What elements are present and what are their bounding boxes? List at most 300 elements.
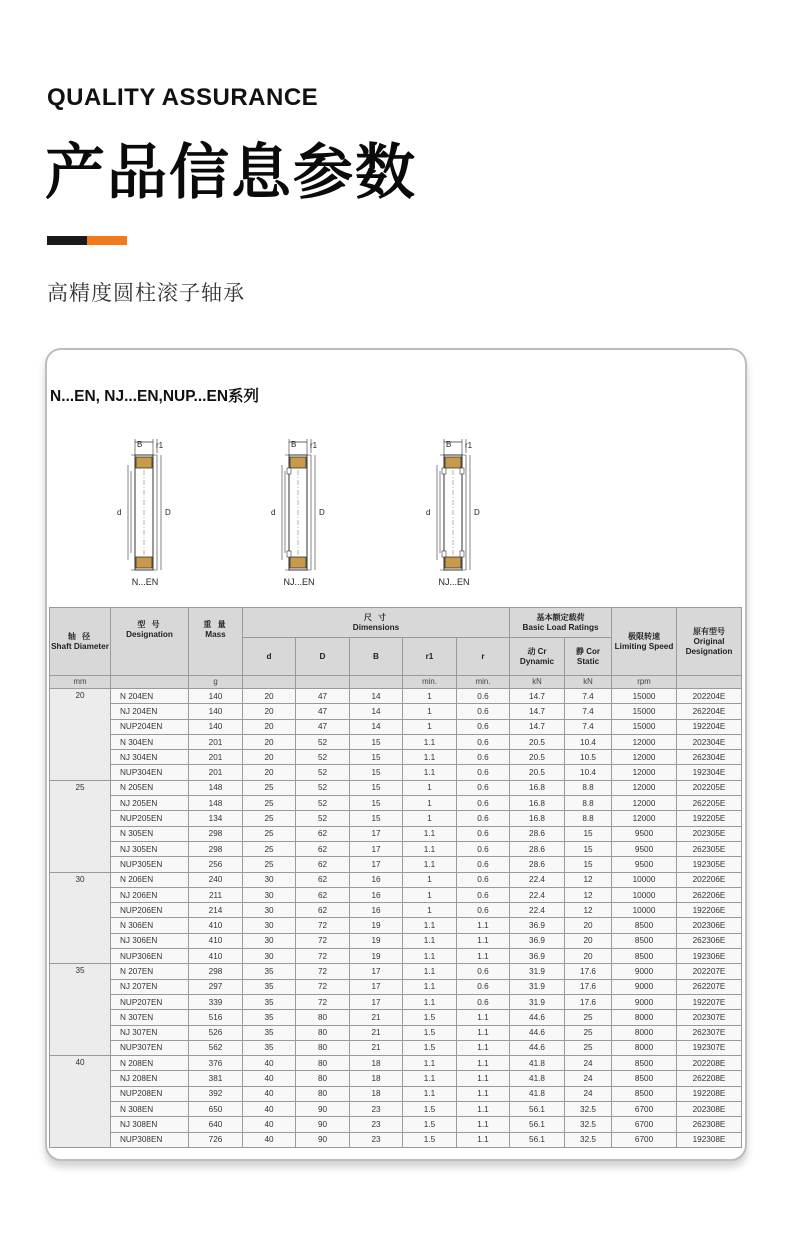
cell-r1: 1.1 [403, 857, 457, 872]
cell-mass: 376 [189, 1056, 243, 1071]
cell-mass: 410 [189, 918, 243, 933]
cell-r1: 1.5 [403, 1102, 457, 1117]
cell-cr: 36.9 [510, 933, 565, 948]
cell-r: 0.6 [457, 765, 510, 780]
diagram-label-r1: r1 [156, 441, 164, 450]
cell-D: 62 [296, 903, 350, 918]
cell-cor: 15 [565, 857, 612, 872]
unit-B [350, 676, 403, 689]
cell-cr: 31.9 [510, 994, 565, 1009]
cell-designation: NJ 306EN [111, 933, 189, 948]
cell-cr: 41.8 [510, 1086, 565, 1101]
cell-cr: 44.6 [510, 1010, 565, 1025]
cell-B: 16 [350, 872, 403, 887]
table-row [50, 964, 742, 979]
cell-r: 1.1 [457, 933, 510, 948]
unit-d [243, 676, 296, 689]
cell-speed: 9500 [612, 857, 677, 872]
cell-cr: 22.4 [510, 872, 565, 887]
cell-mass: 148 [189, 780, 243, 795]
cell-mass: 201 [189, 734, 243, 749]
cell-cor: 20 [565, 933, 612, 948]
diagram-caption: N...EN [131, 577, 159, 587]
cell-r: 0.6 [457, 903, 510, 918]
cell-mass: 214 [189, 903, 243, 918]
cell-B: 19 [350, 949, 403, 964]
cell-designation: NJ 305EN [111, 841, 189, 856]
cell-cor: 15 [565, 841, 612, 856]
header-mass: 重 量 Mass [189, 608, 243, 676]
cell-r1: 1.1 [403, 1056, 457, 1071]
cell-mass: 240 [189, 872, 243, 887]
cell-cor: 15 [565, 826, 612, 841]
cell-mass: 726 [189, 1132, 243, 1147]
cell-original: 262305E [677, 841, 742, 856]
cell-r: 0.6 [457, 979, 510, 994]
cell-original: 192204E [677, 719, 742, 734]
spec-card [45, 348, 747, 1161]
cell-B: 15 [350, 796, 403, 811]
cell-original: 202208E [677, 1056, 742, 1071]
cell-shaft-diameter: 25 [50, 780, 111, 872]
cell-designation: NJ 304EN [111, 750, 189, 765]
cell-d: 40 [243, 1086, 296, 1101]
cell-d: 35 [243, 1010, 296, 1025]
cell-r: 0.6 [457, 811, 510, 826]
cell-d: 25 [243, 841, 296, 856]
cell-cr: 22.4 [510, 887, 565, 902]
header-designation: 型 号 Designation [111, 608, 189, 676]
cell-speed: 8500 [612, 1086, 677, 1101]
cell-designation: NJ 204EN [111, 704, 189, 719]
cell-B: 16 [350, 903, 403, 918]
cell-speed: 9000 [612, 979, 677, 994]
cell-cor: 32.5 [565, 1132, 612, 1147]
cell-designation: N 308EN [111, 1102, 189, 1117]
cell-original: 202207E [677, 964, 742, 979]
cell-cor: 12 [565, 872, 612, 887]
cell-designation: NUP208EN [111, 1086, 189, 1101]
cell-mass: 201 [189, 765, 243, 780]
unit-cor: kN [565, 676, 612, 689]
cell-D: 90 [296, 1132, 350, 1147]
cell-designation: NJ 307EN [111, 1025, 189, 1040]
table-row [50, 796, 742, 811]
table-row [50, 765, 742, 780]
cell-r: 0.6 [457, 796, 510, 811]
cell-B: 21 [350, 1010, 403, 1025]
cell-d: 20 [243, 765, 296, 780]
cell-r: 0.6 [457, 719, 510, 734]
table-row [50, 1086, 742, 1101]
cell-mass: 148 [189, 796, 243, 811]
cell-mass: 298 [189, 826, 243, 841]
cell-cor: 17.6 [565, 979, 612, 994]
cell-mass: 410 [189, 949, 243, 964]
diagram-label-D: D [319, 508, 325, 517]
cell-designation: N 206EN [111, 872, 189, 887]
accent-bar-orange [87, 236, 127, 245]
bearing-diagram-nup [418, 435, 498, 590]
series-title: N...EN, NJ...EN,NUP...EN系列 [50, 388, 260, 405]
cell-D: 52 [296, 796, 350, 811]
cell-cor: 20 [565, 918, 612, 933]
cell-cor: 12 [565, 887, 612, 902]
cell-D: 52 [296, 750, 350, 765]
cell-r: 0.6 [457, 872, 510, 887]
header-limiting-speed: 极限转速 Limiting Speed [612, 608, 677, 676]
header-r: r [457, 638, 510, 676]
cell-speed: 12000 [612, 780, 677, 795]
cell-r: 1.1 [457, 1086, 510, 1101]
spec-table [49, 607, 742, 1148]
cell-original: 262208E [677, 1071, 742, 1086]
cell-speed: 12000 [612, 734, 677, 749]
cell-D: 47 [296, 689, 350, 704]
cell-designation: NJ 205EN [111, 796, 189, 811]
unit-designation [111, 676, 189, 689]
cell-D: 80 [296, 1071, 350, 1086]
cell-r1: 1.1 [403, 994, 457, 1009]
cell-cor: 32.5 [565, 1117, 612, 1132]
cell-cr: 20.5 [510, 750, 565, 765]
cell-designation: NUP205EN [111, 811, 189, 826]
cell-cr: 41.8 [510, 1071, 565, 1086]
diagram-label-D: D [165, 508, 171, 517]
cell-cr: 16.8 [510, 811, 565, 826]
cell-d: 20 [243, 734, 296, 749]
eyebrow-label: QUALITY ASSURANCE [47, 84, 319, 111]
cell-mass: 134 [189, 811, 243, 826]
diagram-label-b: B [446, 440, 452, 449]
cell-D: 80 [296, 1086, 350, 1101]
diagram-label-b: B [291, 440, 297, 449]
cell-designation: NUP206EN [111, 903, 189, 918]
cell-B: 15 [350, 765, 403, 780]
cell-B: 18 [350, 1086, 403, 1101]
unit-mass: g [189, 676, 243, 689]
cell-r: 0.6 [457, 887, 510, 902]
header-shaft-diameter: 轴 径 Shaft Diameter [50, 608, 111, 676]
cell-designation: N 208EN [111, 1056, 189, 1071]
cell-cor: 24 [565, 1071, 612, 1086]
cell-r: 0.6 [457, 704, 510, 719]
cell-mass: 297 [189, 979, 243, 994]
cell-r1: 1.1 [403, 826, 457, 841]
cell-cor: 10.4 [565, 765, 612, 780]
cell-r: 1.1 [457, 949, 510, 964]
cell-designation: N 204EN [111, 689, 189, 704]
cell-cor: 32.5 [565, 1102, 612, 1117]
cell-B: 14 [350, 689, 403, 704]
cell-B: 19 [350, 933, 403, 948]
cell-cor: 10.4 [565, 734, 612, 749]
cell-r1: 1 [403, 780, 457, 795]
cell-r1: 1.1 [403, 933, 457, 948]
cell-d: 20 [243, 704, 296, 719]
cell-r1: 1 [403, 719, 457, 734]
cell-r1: 1.1 [403, 1071, 457, 1086]
cell-speed: 12000 [612, 765, 677, 780]
cell-mass: 298 [189, 841, 243, 856]
header-dynamic-cr: 动 Cr Dynamic [510, 638, 565, 676]
cell-original: 202306E [677, 918, 742, 933]
cell-designation: NJ 207EN [111, 979, 189, 994]
cell-cor: 8.8 [565, 796, 612, 811]
diagram-label-r1: r1 [310, 441, 318, 450]
table-row [50, 918, 742, 933]
unit-shaft: mm [50, 676, 111, 689]
cell-speed: 8500 [612, 1056, 677, 1071]
cell-B: 17 [350, 841, 403, 856]
cell-original: 192306E [677, 949, 742, 964]
cell-d: 40 [243, 1102, 296, 1117]
cell-speed: 6700 [612, 1117, 677, 1132]
header-dimensions: 尺 寸 Dimensions [243, 608, 510, 638]
diagram-label-d: d [117, 508, 122, 517]
table-row [50, 1040, 742, 1055]
table-row [50, 903, 742, 918]
cell-r1: 1.5 [403, 1117, 457, 1132]
cell-D: 52 [296, 734, 350, 749]
cell-speed: 8500 [612, 918, 677, 933]
cell-cr: 44.6 [510, 1040, 565, 1055]
cell-original: 262307E [677, 1025, 742, 1040]
cell-r: 0.6 [457, 780, 510, 795]
cell-D: 47 [296, 704, 350, 719]
cell-mass: 140 [189, 719, 243, 734]
cell-designation: N 307EN [111, 1010, 189, 1025]
cell-B: 17 [350, 979, 403, 994]
table-row [50, 704, 742, 719]
unit-speed: rpm [612, 676, 677, 689]
cell-B: 18 [350, 1071, 403, 1086]
cell-mass: 298 [189, 964, 243, 979]
cell-r1: 1 [403, 689, 457, 704]
cell-speed: 12000 [612, 750, 677, 765]
cell-mass: 410 [189, 933, 243, 948]
cell-original: 192304E [677, 765, 742, 780]
cell-cr: 31.9 [510, 979, 565, 994]
table-row [50, 1102, 742, 1117]
cell-original: 192207E [677, 994, 742, 1009]
cell-cr: 56.1 [510, 1117, 565, 1132]
table-row [50, 1056, 742, 1071]
diagram-caption: NJ...EN [438, 577, 470, 587]
bearing-cross-section-icon [109, 435, 189, 590]
diagram-caption: NJ...EN [283, 577, 315, 587]
cell-cr: 56.1 [510, 1102, 565, 1117]
cell-r: 1.1 [457, 1102, 510, 1117]
cell-D: 72 [296, 994, 350, 1009]
cell-D: 47 [296, 719, 350, 734]
cell-r: 1.1 [457, 1117, 510, 1132]
table-row [50, 1117, 742, 1132]
cell-r1: 1.5 [403, 1132, 457, 1147]
unit-r: min. [457, 676, 510, 689]
cell-r1: 1.1 [403, 918, 457, 933]
cell-original: 202307E [677, 1010, 742, 1025]
cell-designation: NUP307EN [111, 1040, 189, 1055]
cell-r: 1.1 [457, 918, 510, 933]
cell-r1: 1.1 [403, 841, 457, 856]
cell-d: 25 [243, 857, 296, 872]
cell-cr: 16.8 [510, 796, 565, 811]
cell-d: 30 [243, 949, 296, 964]
cell-original: 262207E [677, 979, 742, 994]
cell-D: 62 [296, 857, 350, 872]
cell-r: 1.1 [457, 1040, 510, 1055]
cell-d: 40 [243, 1071, 296, 1086]
cell-cor: 25 [565, 1040, 612, 1055]
cell-r1: 1.5 [403, 1010, 457, 1025]
unit-D [296, 676, 350, 689]
cell-cr: 16.8 [510, 780, 565, 795]
cell-designation: NUP305EN [111, 857, 189, 872]
cell-r1: 1.5 [403, 1025, 457, 1040]
cell-d: 25 [243, 780, 296, 795]
cell-designation: NUP204EN [111, 719, 189, 734]
page-subtitle: 高精度圆柱滚子轴承 [47, 281, 245, 305]
header-basic-load-ratings: 基本额定载荷 Basic Load Ratings [510, 608, 612, 638]
table-row [50, 1010, 742, 1025]
cell-B: 17 [350, 826, 403, 841]
table-row [50, 872, 742, 887]
unit-cr: kN [510, 676, 565, 689]
cell-cr: 31.9 [510, 964, 565, 979]
cell-d: 35 [243, 1040, 296, 1055]
cell-original: 262304E [677, 750, 742, 765]
diagram-label-d: d [426, 508, 431, 517]
cell-cor: 8.8 [565, 780, 612, 795]
cell-cr: 14.7 [510, 704, 565, 719]
cell-B: 15 [350, 734, 403, 749]
cell-cor: 8.8 [565, 811, 612, 826]
header-static-cor: 静 Cor Static [565, 638, 612, 676]
cell-speed: 10000 [612, 903, 677, 918]
cell-r1: 1 [403, 887, 457, 902]
cell-r1: 1.1 [403, 964, 457, 979]
cell-speed: 8000 [612, 1025, 677, 1040]
cell-cor: 25 [565, 1025, 612, 1040]
cell-D: 72 [296, 933, 350, 948]
cell-mass: 211 [189, 887, 243, 902]
table-row [50, 994, 742, 1009]
cell-original: 192307E [677, 1040, 742, 1055]
cell-d: 30 [243, 918, 296, 933]
cell-d: 25 [243, 796, 296, 811]
cell-original: 202305E [677, 826, 742, 841]
cell-r1: 1 [403, 811, 457, 826]
cell-mass: 562 [189, 1040, 243, 1055]
cell-r: 1.1 [457, 1132, 510, 1147]
cell-d: 25 [243, 826, 296, 841]
cell-original: 202205E [677, 780, 742, 795]
header-r1: r1 [403, 638, 457, 676]
cell-speed: 12000 [612, 811, 677, 826]
cell-d: 30 [243, 903, 296, 918]
cell-B: 15 [350, 811, 403, 826]
cell-D: 62 [296, 841, 350, 856]
cell-cor: 24 [565, 1056, 612, 1071]
cell-original: 262205E [677, 796, 742, 811]
cell-r1: 1 [403, 796, 457, 811]
cell-d: 30 [243, 933, 296, 948]
cell-B: 15 [350, 780, 403, 795]
cell-original: 262206E [677, 887, 742, 902]
cell-speed: 9000 [612, 964, 677, 979]
accent-bar [47, 236, 127, 245]
cell-d: 35 [243, 979, 296, 994]
cell-r1: 1.1 [403, 949, 457, 964]
cell-mass: 140 [189, 704, 243, 719]
header-D: D [296, 638, 350, 676]
header-original-designation: 原有型号 Original Designation [677, 608, 742, 676]
cell-cor: 7.4 [565, 689, 612, 704]
cell-d: 30 [243, 872, 296, 887]
bearing-cross-section-icon [263, 435, 343, 590]
cell-designation: NUP304EN [111, 765, 189, 780]
cell-r1: 1.1 [403, 750, 457, 765]
cell-shaft-diameter: 20 [50, 689, 111, 781]
table-row [50, 841, 742, 856]
cell-d: 40 [243, 1056, 296, 1071]
cell-cor: 25 [565, 1010, 612, 1025]
cell-cor: 10.5 [565, 750, 612, 765]
cell-designation: NJ 208EN [111, 1071, 189, 1086]
cell-cor: 24 [565, 1086, 612, 1101]
cell-cr: 20.5 [510, 734, 565, 749]
cell-cr: 36.9 [510, 949, 565, 964]
cell-r: 0.6 [457, 826, 510, 841]
cell-speed: 12000 [612, 796, 677, 811]
cell-designation: NUP207EN [111, 994, 189, 1009]
cell-original: 262306E [677, 933, 742, 948]
cell-original: 262204E [677, 704, 742, 719]
cell-mass: 526 [189, 1025, 243, 1040]
cell-d: 30 [243, 887, 296, 902]
cell-r: 0.6 [457, 857, 510, 872]
cell-r: 0.6 [457, 734, 510, 749]
cell-r: 1.1 [457, 1056, 510, 1071]
header-d: d [243, 638, 296, 676]
cell-mass: 381 [189, 1071, 243, 1086]
cell-speed: 9000 [612, 994, 677, 1009]
cell-speed: 9500 [612, 826, 677, 841]
cell-d: 35 [243, 964, 296, 979]
cell-r: 1.1 [457, 1010, 510, 1025]
cell-cr: 44.6 [510, 1025, 565, 1040]
cell-speed: 8500 [612, 949, 677, 964]
cell-B: 17 [350, 857, 403, 872]
cell-shaft-diameter: 40 [50, 1056, 111, 1148]
cell-original: 202204E [677, 689, 742, 704]
cell-D: 72 [296, 964, 350, 979]
cell-cor: 17.6 [565, 964, 612, 979]
table-row [50, 719, 742, 734]
cell-original: 192208E [677, 1086, 742, 1101]
cell-cor: 7.4 [565, 704, 612, 719]
cell-D: 62 [296, 887, 350, 902]
accent-bar-dark [47, 236, 87, 245]
cell-D: 90 [296, 1117, 350, 1132]
cell-speed: 8500 [612, 933, 677, 948]
unit-original [677, 676, 742, 689]
cell-D: 62 [296, 826, 350, 841]
cell-D: 62 [296, 872, 350, 887]
cell-B: 18 [350, 1056, 403, 1071]
cell-B: 16 [350, 887, 403, 902]
